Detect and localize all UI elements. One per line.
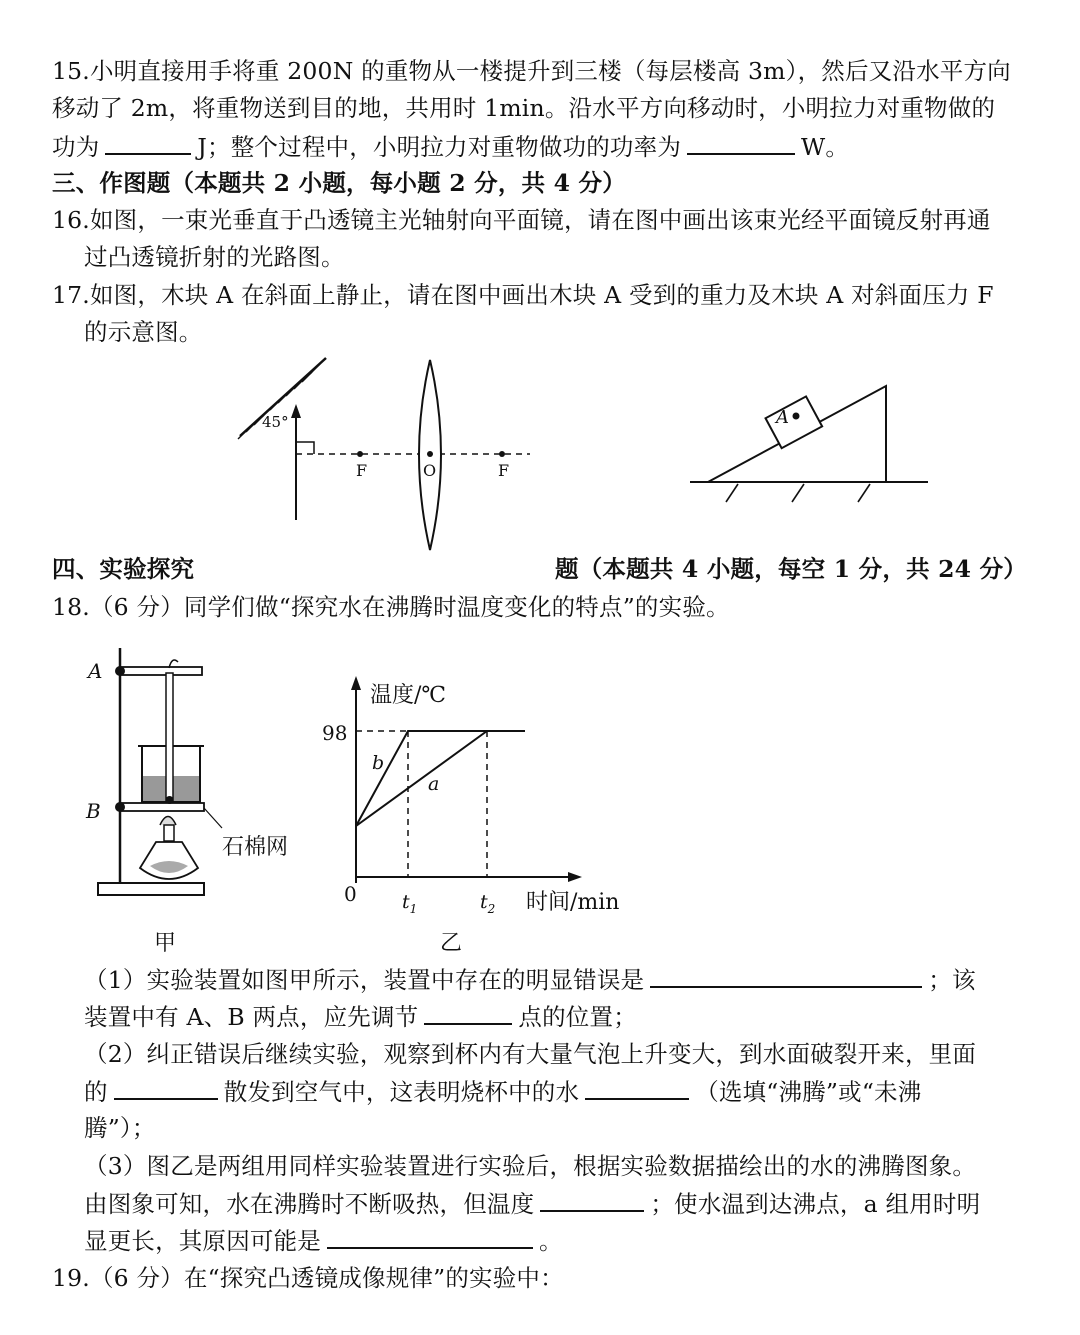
mirror-lens-figure — [230, 352, 540, 557]
q18-p3-line-2-a: 由图象可知，水在沸腾时不断吸热，但温度 — [84, 1190, 535, 1218]
point-a-label: A — [88, 659, 103, 683]
alcohol-lamp — [140, 842, 198, 879]
boiling-apparatus-figure — [84, 628, 324, 958]
ground-hatching — [726, 484, 870, 502]
clamp-knob-b — [115, 802, 125, 812]
q18-p3-line-1: （3）图乙是两组用同样实验装置进行实验后，根据实验数据描绘出的水的沸腾图象。 — [84, 1152, 977, 1180]
q17-line-1: 17.如图，木块 A 在斜面上静止，请在图中画出木块 A 受到的重力及木块 A 对斜面压力 F — [52, 281, 994, 309]
section-4-title-a: 四、实验探究 — [52, 555, 195, 583]
focus-label-left: F — [356, 461, 368, 480]
flame — [160, 817, 176, 826]
q15-line-3 — [52, 131, 849, 162]
q15-line-2: 移动了 2m，将重物送到目的地，共用时 1min。沿水平方向移动时，小明拉力对重物做的 — [52, 94, 996, 122]
series-label-a: a — [428, 773, 440, 795]
right-angle-mark — [296, 442, 314, 454]
answer-blank[interactable] — [585, 1076, 689, 1100]
answer-blank[interactable] — [540, 1188, 644, 1212]
q17-line-2: 的示意图。 — [84, 318, 203, 346]
answer-blank[interactable] — [650, 964, 922, 988]
focus-point — [499, 451, 505, 457]
q18-p2-line-2-c: （选填“沸腾”或“未沸 — [695, 1078, 922, 1106]
q15-line-3-b: J；整个过程中，小明拉力对重物做功的功率为 — [197, 133, 682, 161]
answer-blank[interactable] — [327, 1225, 533, 1249]
answer-blank[interactable] — [687, 131, 795, 155]
gauze-label: 石棉网 — [222, 835, 289, 860]
q18-p1-line-1-a: （1）实验装置如图甲所示，装置中存在的明显错误是 — [84, 966, 645, 994]
q15-line-3-a: 功为 — [52, 133, 100, 161]
section-3-title: 三、作图题（本题共 2 小题，每小题 2 分，共 4 分） — [52, 169, 626, 197]
answer-blank[interactable] — [105, 131, 191, 155]
y-tick-label: 98 — [322, 721, 348, 745]
x-tick-label-t1: $t_1$ — [402, 891, 418, 916]
block-label: A — [776, 407, 789, 428]
angle-label: 45° — [262, 413, 289, 431]
q18-p2-line-2-a: 的 — [84, 1078, 108, 1106]
q18-p3-line-3-b: 。 — [539, 1227, 563, 1255]
q15-line-1: 15.小明直接用手将重 200N 的重物从一楼提升到三楼（每层楼高 3m），然后又沿水平方向 — [52, 57, 1011, 85]
figure-jia-caption: 甲 — [154, 931, 177, 956]
answer-blank[interactable] — [114, 1076, 218, 1100]
q16-line-1: 16.如图，一束光垂直于凸透镜主光轴射向平面镜，请在图中画出该束光经平面镜反射再通 — [52, 206, 991, 234]
origin-label: 0 — [344, 882, 357, 906]
series-label-b: b — [372, 752, 385, 774]
incline-figure — [686, 378, 936, 503]
q18-p1-line-2-b: 点的位置； — [518, 1003, 637, 1031]
q18-p1-line-2 — [84, 1001, 637, 1032]
answer-blank[interactable] — [424, 1001, 512, 1025]
section-4-title-b: 题（本题共 4 小题，每空 1 分，共 24 分） — [555, 555, 1027, 583]
ray-arrow-icon — [291, 404, 301, 418]
q15-line-3-c: W。 — [801, 133, 850, 161]
y-axis-arrow-icon — [351, 676, 361, 690]
stand-base — [98, 883, 204, 895]
point-b-label: B — [86, 799, 101, 823]
center-label: O — [423, 461, 437, 480]
q18-p1-line-1 — [84, 964, 976, 995]
q18-p3-line-2-b: ；使水温到达沸点，a 组用时明 — [650, 1190, 981, 1218]
y-axis-label: 温度/℃ — [370, 683, 447, 708]
thermometer — [166, 673, 173, 801]
q18-p3-line-2 — [84, 1188, 980, 1219]
focus-label-right: F — [498, 461, 510, 480]
q18-p3-line-3 — [84, 1225, 563, 1256]
q18-p2-line-1: （2）纠正错误后继续实验，观察到杯内有大量气泡上升变大，到水面破裂开来，里面 — [84, 1040, 977, 1068]
focus-point — [357, 451, 363, 457]
upper-clamp — [120, 667, 202, 675]
series-line-b — [356, 731, 525, 826]
clamp-knob-a — [115, 666, 125, 676]
q16-line-2: 过凸透镜折射的光路图。 — [84, 243, 345, 271]
figure-yi-caption: 乙 — [440, 931, 463, 956]
center-of-mass-point — [793, 413, 800, 420]
q18-p2-line-3: 腾”）； — [84, 1114, 156, 1142]
q18-p2-line-2-b: 散发到空气中，这表明烧杯中的水 — [223, 1078, 580, 1106]
optical-center-point — [427, 451, 433, 457]
support-ring — [120, 803, 204, 811]
q18-p3-line-3-a: 显更长，其原因可能是 — [84, 1227, 321, 1255]
q18-p1-line-1-b: ；该 — [928, 966, 976, 994]
q19-intro: 19.（6 分）在“探究凸透镜成像规律”的实验中： — [52, 1264, 564, 1292]
q18-intro: 18.（6 分）同学们做“探究水在沸腾时温度变化的特点”的实验。 — [52, 593, 730, 621]
boiling-chart — [320, 668, 650, 958]
x-axis-label: 时间/min — [526, 890, 620, 915]
q18-p2-line-2 — [84, 1076, 921, 1107]
x-tick-label-t2: $t_2$ — [480, 891, 496, 916]
x-axis-arrow-icon — [568, 872, 582, 882]
q18-p1-line-2-a: 装置中有 A、B 两点，应先调节 — [84, 1003, 419, 1031]
